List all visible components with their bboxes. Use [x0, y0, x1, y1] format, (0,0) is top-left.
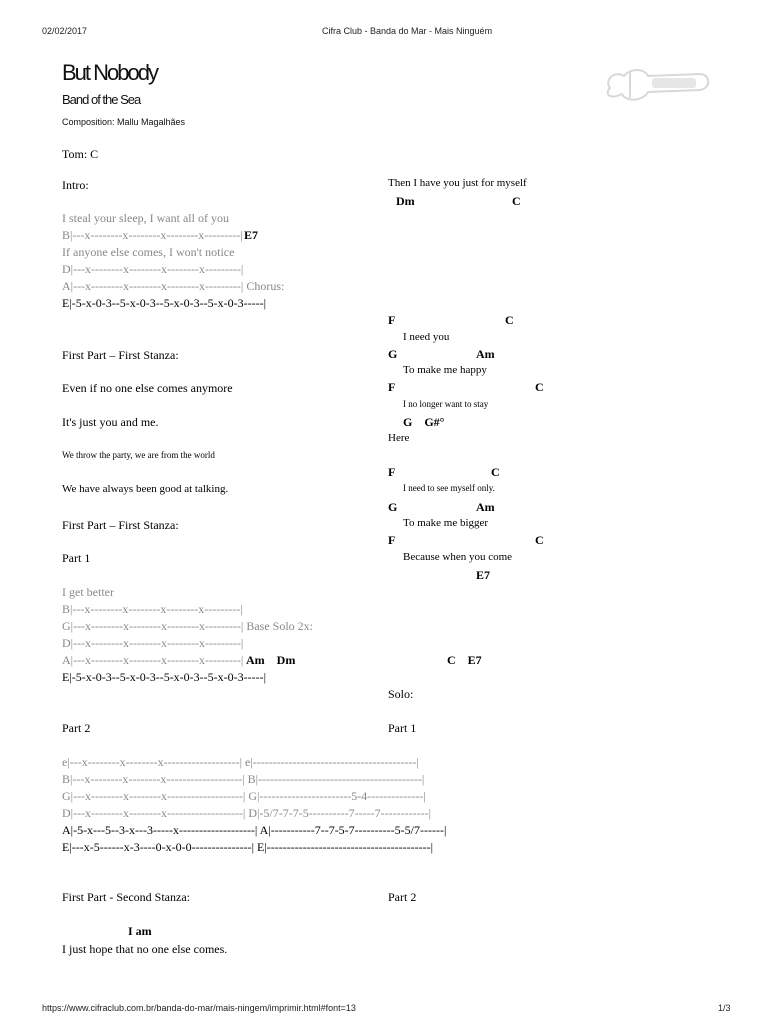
composition-credit: Composition: Mallu Magalhães [62, 117, 186, 127]
second-stanza-heading: First Part - Second Stanza: [62, 890, 190, 904]
chord-i-am: I am [128, 924, 152, 938]
print-date: 02/02/2017 [42, 26, 88, 36]
part1-tab-a: A|---x--------x--------x--------x---------| [62, 653, 244, 667]
intro-tab-d: D|---x--------x--------x--------x---------| [62, 262, 244, 276]
chord-c-5: C [535, 533, 544, 547]
first-part-heading-2: First Part – First Stanza: [62, 518, 179, 532]
part1-tab-d: D|---x--------x--------x--------x---------| [62, 636, 244, 650]
part2-tab-g: G|---x--------x--------x-------------------| G|-----------------------5-4--------------| [62, 789, 426, 803]
chord-c-2: C [505, 313, 514, 327]
lyric-hope: I just hope that no one else comes. [62, 942, 228, 956]
chord-f-1: F [388, 313, 396, 327]
chord-e7: E7 [476, 568, 491, 582]
chord-g-gsharp-dim: G G#° [403, 415, 445, 429]
lyric-line-2: It's just you and me. [62, 415, 159, 429]
intro-lyric-2: If anyone else comes, I won't notice [62, 245, 235, 259]
part-2-heading-right: Part 2 [388, 890, 417, 904]
part-1-heading-right: Part 1 [388, 721, 417, 735]
part2-tab-e: e|---x--------x--------x-------------------| e|-----------------------------------------| [62, 755, 419, 769]
intro-tab-a: A|---x--------x--------x--------x---------| Chorus: [62, 279, 285, 293]
first-part-heading-1: First Part – First Stanza: [62, 348, 179, 362]
part2-tab-b: B|---x--------x--------x-------------------| B|-----------------------------------------| [62, 772, 425, 786]
part2-tab-low-e: E|---x-5------x-3----0-x-0-0---------------| E|-----------------------------------------| [62, 840, 433, 854]
lyric-then: Then I have you just for myself [388, 177, 527, 189]
part2-tab-d: D|---x--------x--------x-------------------| D|-5/7-7-7-5----------7-----7------------| [62, 806, 432, 820]
chord-c-e7: C E7 [447, 653, 482, 667]
intro-chord-e7: E7 [244, 228, 259, 242]
artist-name: Band of the Sea [62, 92, 141, 107]
part1-tab-g: G|---x--------x--------x--------x---------| Base Solo 2x: [62, 619, 313, 633]
chord-am-1: Am [476, 347, 495, 361]
chord-c-1: C [512, 194, 521, 208]
chord-am-2: Am [476, 500, 495, 514]
lyric-no-longer: I no longer want to stay [403, 399, 489, 409]
lyric-happy: To make me happy [403, 364, 487, 376]
lyric-see-myself: I need to see myself only. [403, 483, 495, 493]
lyric-because: Because when you come [403, 551, 513, 563]
song-title: But Nobody [62, 60, 157, 85]
lyric-line-1: Even if no one else comes anymore [62, 381, 233, 395]
footer-url[interactable]: https://www.cifraclub.com.br/banda-do-mar/mais-ningem/imprimir.html#font=13 [42, 1003, 356, 1013]
chord-g-3: G [388, 500, 398, 514]
song-key: Tom: C [62, 147, 99, 161]
intro-tab-b: B|---x--------x--------x--------x---------| [62, 228, 243, 242]
chord-c-4: C [491, 465, 500, 479]
solo-heading: Solo: [388, 687, 414, 701]
part-2-heading-left: Part 2 [62, 721, 91, 735]
lyric-line-4: We have always been good at talking. [62, 483, 229, 495]
guitar-logo-icon [600, 58, 714, 108]
intro-heading: Intro: [62, 178, 89, 192]
print-title: Cifra Club - Banda do Mar - Mais Ninguém [322, 26, 493, 36]
chord-f-4: F [388, 533, 396, 547]
lyric-better: I get better [62, 585, 114, 599]
chord-g-1: G [388, 347, 398, 361]
part1-tab-e: E|-5-x-0-3--5-x-0-3--5-x-0-3--5-x-0-3-----| [62, 670, 267, 684]
intro-lyric-1: I steal your sleep, I want all of you [62, 211, 229, 225]
chord-f-2: F [388, 380, 396, 394]
intro-tab-e: E|-5-x-0-3--5-x-0-3--5-x-0-3--5-x-0-3-----| [62, 296, 267, 310]
chord-dm: Dm [396, 194, 415, 208]
lyric-line-3: We throw the party, we are from the world [62, 450, 215, 460]
part2-tab-a: A|-5-x---5--3-x---3-----x-------------------| A|-----------7--7-5-7----------5-5/7------| [62, 823, 447, 837]
page-number: 1/3 [718, 1003, 731, 1013]
part1-chords-am-dm: Am Dm [246, 653, 296, 667]
lyric-here: Here [388, 432, 410, 444]
chord-c-3: C [535, 380, 544, 394]
lyric-bigger: To make me bigger [403, 517, 489, 529]
chord-f-3: F [388, 465, 396, 479]
part-1-heading-left: Part 1 [62, 551, 91, 565]
part1-tab-b: B|---x--------x--------x--------x---------| [62, 602, 243, 616]
lyric-need: I need you [403, 331, 450, 343]
